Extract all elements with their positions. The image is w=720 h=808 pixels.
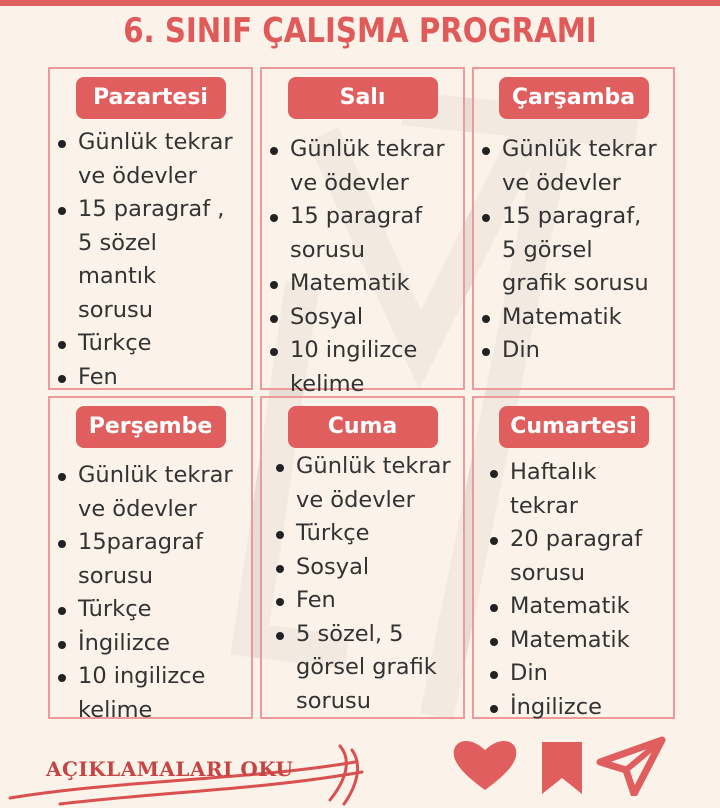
day-card-persembe	[48, 396, 253, 723]
item-list	[268, 450, 463, 718]
day-card-carsamba	[472, 67, 675, 390]
list-item: Matematik	[474, 301, 673, 335]
footer-read-descriptions[interactable]: AÇIKLAMALARI OKU	[46, 757, 294, 781]
list-item: 15paragraf sorusu	[50, 526, 251, 593]
day-badge: Salı	[288, 77, 438, 119]
action-icons	[450, 736, 710, 796]
list-item: Sosyal	[268, 551, 463, 585]
list-item: 15 paragraf sorusu	[262, 200, 463, 267]
list-item: 10 ingilizce kelime	[262, 334, 463, 401]
list-item: 10 ingilizce kelime	[50, 660, 251, 727]
item-list	[262, 133, 463, 401]
day-card-cuma	[260, 396, 465, 719]
list-item: Haftalık tekrar	[482, 456, 673, 523]
day-card-cumartesi	[472, 396, 675, 719]
list-item: Matematik	[482, 590, 673, 624]
day-card-pazartesi	[48, 67, 253, 390]
list-item: Türkçe	[50, 593, 251, 627]
list-item: 20 paragraf sorusu	[482, 523, 673, 590]
list-item: Din	[482, 657, 673, 691]
list-item: 15 paragraf , 5 sözel mantık sorusu	[50, 193, 251, 327]
day-badge: Cuma	[288, 406, 438, 448]
list-item: Fen	[268, 584, 463, 618]
list-item: İngilizce	[482, 691, 673, 725]
day-badge: Cumartesi	[499, 406, 649, 448]
top-strip	[0, 0, 720, 6]
item-list	[50, 459, 251, 727]
list-item: İngilizce	[50, 627, 251, 661]
list-item: Din	[474, 334, 673, 368]
send-icon[interactable]	[600, 740, 662, 794]
list-item: Matematik	[262, 267, 463, 301]
item-list	[474, 133, 673, 368]
list-item: Günlük tekrar ve ödevler	[474, 133, 673, 200]
day-badge: Çarşamba	[499, 77, 649, 119]
list-item: 15 paragraf, 5 görsel grafik sorusu	[474, 200, 673, 301]
list-item: Günlük tekrar ve ödevler	[50, 126, 251, 193]
day-badge: Perşembe	[76, 406, 226, 448]
list-item: Günlük tekrar ve ödevler	[50, 459, 251, 526]
list-item: Sosyal	[262, 301, 463, 335]
item-list	[482, 456, 673, 724]
day-card-sali	[260, 67, 465, 397]
list-item: Türkçe	[50, 327, 251, 361]
list-item: Fen	[50, 361, 251, 395]
item-list	[50, 126, 251, 394]
page-title: 6. SINIF ÇALIŞMA PROGRAMI	[123, 11, 597, 51]
heart-icon[interactable]	[454, 741, 517, 790]
list-item: Matematik	[482, 624, 673, 658]
list-item: 5 sözel, 5 görsel grafik sorusu	[268, 618, 463, 719]
bookmark-icon[interactable]	[542, 742, 582, 794]
list-item: Türkçe	[268, 517, 463, 551]
day-badge: Pazartesi	[76, 77, 226, 119]
list-item: Günlük tekrar ve ödevler	[262, 133, 463, 200]
list-item: Günlük tekrar ve ödevler	[268, 450, 463, 517]
